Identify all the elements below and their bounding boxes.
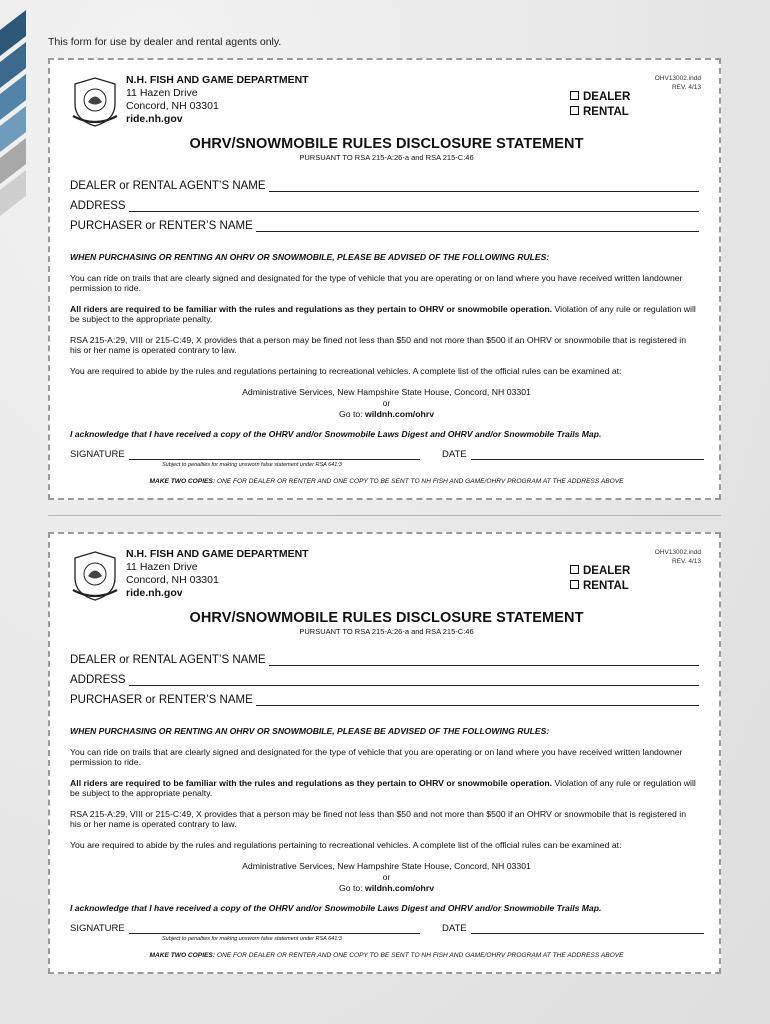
date-field[interactable] (442, 449, 704, 460)
address-line-1: 11 Hazen Drive (126, 561, 198, 573)
form-subtitle: PURSUANT TO RSA 215-A:26-a and RSA 215-C:46 (299, 627, 474, 636)
dealer-name-field[interactable] (70, 654, 699, 666)
agent-type-checks (570, 564, 630, 594)
form-title: OHRV/SNOWMOBILE RULES DISCLOSURE STATEMENT (189, 610, 584, 626)
signature-field[interactable] (70, 449, 420, 460)
doc-code: OHV13002.indd (654, 549, 701, 556)
signature-line[interactable] (129, 451, 420, 460)
purchaser-name-line[interactable] (256, 221, 699, 232)
department-block (126, 548, 309, 600)
department-name: N.H. FISH AND GAME DEPARTMENT (126, 74, 309, 86)
revision-block (655, 74, 701, 92)
doc-code: OHV13002.indd (654, 75, 701, 82)
rule-familiar-rest: Violation of any rule or regulation will be subject to the appropriate penalty. (70, 778, 696, 798)
goto-line (50, 883, 723, 894)
dealer-name-label: DEALER or RENTAL AGENT’S NAME (70, 180, 266, 192)
rule-paragraph-familiar (70, 778, 697, 798)
date-line[interactable] (471, 925, 704, 934)
signature-label: SIGNATURE (70, 923, 125, 934)
dealer-label: DEALER (583, 91, 631, 103)
acknowledgement: I acknowledge that I have received a copy of the OHRV and/or Snowmobile Laws Digest and OHRV and/or Snowmobile Trails Map. (70, 429, 602, 439)
copies-note (50, 478, 723, 485)
department-name: N.H. FISH AND GAME DEPARTMENT (126, 548, 309, 560)
agent-type-checks (570, 90, 630, 120)
goto-line (50, 409, 723, 420)
or-text: or (382, 398, 391, 408)
dealer-name-label: DEALER or RENTAL AGENT’S NAME (70, 654, 266, 666)
copies-rest: ONE FOR DEALER OR RENTER AND ONE COPY TO BE SENT TO NH FISH AND GAME/OHRV PROGRAM AT THE ADDRESS ABOVE (215, 952, 624, 959)
address-field[interactable] (70, 200, 699, 212)
rental-checkbox[interactable] (570, 105, 630, 120)
rental-checkbox[interactable] (570, 579, 630, 594)
address-line[interactable] (129, 675, 699, 686)
rules-heading: WHEN PURCHASING OR RENTING AN OHRV OR SNOWMOBILE, PLEASE BE ADVISED OF THE FOLLOWING RULES: (70, 252, 550, 262)
address-line-2: Concord, NH 03301 (126, 574, 219, 586)
rental-label: RENTAL (583, 106, 629, 118)
goto-prefix: Go to: (338, 883, 366, 893)
admin-services-address: Administrative Services, New Hampshire State House, Concord, NH 03301 (242, 387, 531, 397)
acknowledgement: I acknowledge that I have received a copy of the OHRV and/or Snowmobile Laws Digest and OHRV and/or Snowmobile Trails Map. (70, 903, 602, 913)
checkbox-icon[interactable] (570, 106, 579, 115)
copies-rest: ONE FOR DEALER OR RENTER AND ONE COPY TO BE SENT TO NH FISH AND GAME/OHRV PROGRAM AT THE ADDRESS ABOVE (215, 478, 624, 485)
dealer-checkbox[interactable] (570, 90, 630, 105)
revision: REV. 4/13 (671, 558, 701, 565)
penalty-note: Subject to penalties for making unsworn false statement under RSA 641:3 (162, 462, 342, 468)
rule-familiar-bold: All riders are required to be familiar with the rules and regulations as they pertain to OHRV or snowmobile operation. (70, 778, 553, 788)
nh-fish-and-game-seal-icon (70, 550, 120, 602)
rule-paragraph-abide: You are required to abide by the rules and regulations pertaining to recreational vehicles. A complete list of the official rules can be examined at: (70, 840, 622, 850)
rule-paragraph-familiar (70, 304, 697, 324)
website: ride.nh.gov (126, 113, 183, 125)
copies-note (50, 952, 723, 959)
nh-fish-and-game-seal-icon (70, 76, 120, 128)
disclosure-form-copy-2 (48, 532, 721, 974)
date-field[interactable] (442, 923, 704, 934)
dealer-name-line[interactable] (269, 181, 699, 192)
purchaser-name-field[interactable] (70, 220, 699, 232)
address-label: ADDRESS (70, 674, 126, 686)
signature-field[interactable] (70, 923, 420, 934)
admin-services-address: Administrative Services, New Hampshire State House, Concord, NH 03301 (242, 861, 531, 871)
rule-paragraph-fines: RSA 215-A:29, VIII or 215-C:49, X provides that a person may be fined not less than $50 and not more than $500 if an OHRV or snowmobile that is registered in his or her name is operated contrary to law. (70, 809, 687, 829)
revision: REV. 4/13 (671, 84, 701, 91)
checkbox-icon[interactable] (570, 580, 579, 589)
department-block (126, 74, 309, 126)
purchaser-name-line[interactable] (256, 695, 699, 706)
address-line-2: Concord, NH 03301 (126, 100, 219, 112)
dealer-name-line[interactable] (269, 655, 699, 666)
purchaser-name-label: PURCHASER or RENTER’S NAME (70, 220, 253, 232)
goto-prefix: Go to: (338, 409, 366, 419)
website: ride.nh.gov (126, 587, 183, 599)
form-subtitle: PURSUANT TO RSA 215-A:26-a and RSA 215-C:46 (299, 153, 474, 162)
revision-block (655, 548, 701, 566)
address-field[interactable] (70, 674, 699, 686)
rule-paragraph-abide: You are required to abide by the rules and regulations pertaining to recreational vehicles. A complete list of the official rules can be examined at: (70, 366, 622, 376)
goto-url-link[interactable]: wildnh.com/ohrv (365, 883, 435, 893)
penalty-note: Subject to penalties for making unsworn false statement under RSA 641:3 (162, 936, 342, 942)
checkbox-icon[interactable] (570, 91, 579, 100)
rule-paragraph-fines: RSA 215-A:29, VIII or 215-C:49, X provides that a person may be fined not less than $50 and not more than $500 if an OHRV or snowmobile that is registered in his or her name is operated contrary to law. (70, 335, 687, 355)
date-line[interactable] (471, 451, 704, 460)
usage-note: This form for use by dealer and rental agents only. (48, 36, 282, 48)
copies-bold: MAKE TWO COPIES: (149, 478, 216, 485)
checkbox-icon[interactable] (570, 565, 579, 574)
copies-bold: MAKE TWO COPIES: (149, 952, 216, 959)
disclosure-form-copy-1 (48, 58, 721, 500)
signature-line[interactable] (129, 925, 420, 934)
date-label: DATE (442, 449, 467, 460)
date-label: DATE (442, 923, 467, 934)
cut-line (48, 515, 721, 516)
rental-label: RENTAL (583, 580, 629, 592)
rule-familiar-bold: All riders are required to be familiar with the rules and regulations as they pertain to OHRV or snowmobile operation. (70, 304, 553, 314)
rule-paragraph-trails: You can ride on trails that are clearly signed and designated for the type of vehicle that you are operating or on land where you have received written landowner permission to ride. (70, 747, 683, 767)
signature-label: SIGNATURE (70, 449, 125, 460)
or-text: or (382, 872, 391, 882)
decorative-stripes (0, 0, 26, 230)
goto-url-link[interactable]: wildnh.com/ohrv (365, 409, 435, 419)
dealer-checkbox[interactable] (570, 564, 630, 579)
rules-heading: WHEN PURCHASING OR RENTING AN OHRV OR SNOWMOBILE, PLEASE BE ADVISED OF THE FOLLOWING RULES: (70, 726, 550, 736)
address-line[interactable] (129, 201, 699, 212)
dealer-name-field[interactable] (70, 180, 699, 192)
rule-paragraph-trails: You can ride on trails that are clearly signed and designated for the type of vehicle that you are operating or on land where you have received written landowner permission to ride. (70, 273, 683, 293)
purchaser-name-field[interactable] (70, 694, 699, 706)
purchaser-name-label: PURCHASER or RENTER’S NAME (70, 694, 253, 706)
dealer-label: DEALER (583, 565, 631, 577)
form-title: OHRV/SNOWMOBILE RULES DISCLOSURE STATEMENT (189, 136, 584, 152)
rule-familiar-rest: Violation of any rule or regulation will be subject to the appropriate penalty. (70, 304, 696, 324)
address-label: ADDRESS (70, 200, 126, 212)
address-line-1: 11 Hazen Drive (126, 87, 198, 99)
